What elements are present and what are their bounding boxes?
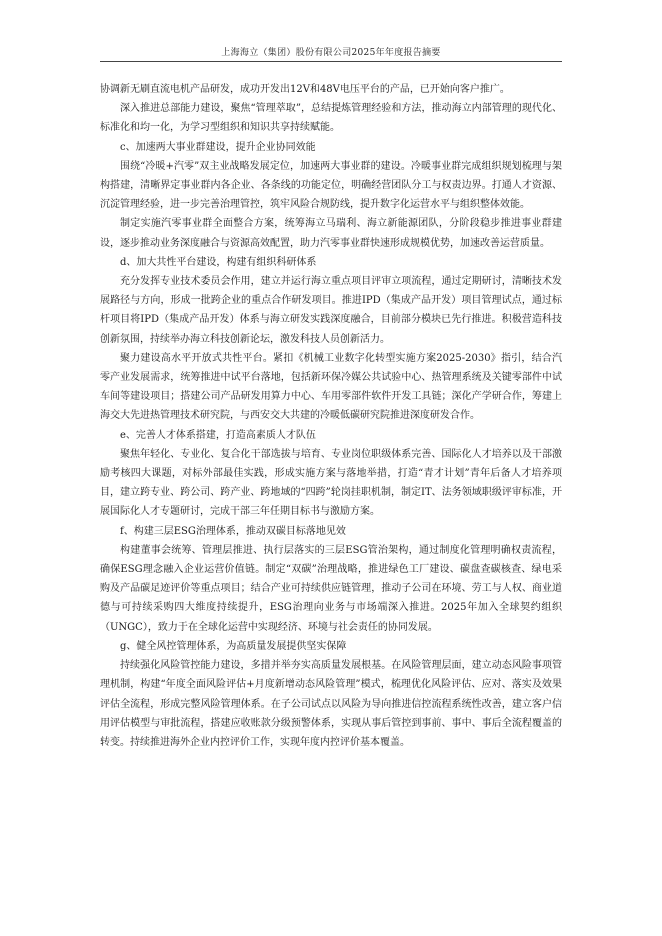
report-body — [100, 80, 562, 752]
paragraph-auto-parts-group: 制定实施汽零事业群全面整合方案，统筹海立马瑞利、海立新能源团队，分阶段稳步推进事业群建设，逐步推动业务深度融合与资源高效配置，助力汽零事业群快速形成规模优势，加速改善运营质量。 — [100, 218, 562, 249]
section-heading-c: c、加速两大事业群建设，提升企业协同效能 — [120, 141, 316, 153]
section-heading-f: f、构建三层ESG治理体系，推动双碳目标落地见效 — [120, 525, 346, 537]
section-heading-g: g、健全风控管理体系，为高质量发展提供坚实保障 — [120, 640, 347, 652]
paragraph-motor-development: 协调新无刷直流电机产品研发，成功开发出12V和48V电压平台的产品，已开始向客户推广。 — [100, 84, 510, 95]
paragraph-hq-capability: 深入推进总部能力建设，聚焦“管理萃取”，总结提炼管理经验和方法，推动海立内部管理的现代化、标准化和均一化，为学习型组织和知识共享持续赋能。 — [100, 103, 562, 134]
section-heading-e: e、完善人才体系搭建，打造高素质人才队伍 — [120, 429, 316, 441]
header-divider — [100, 61, 562, 62]
paragraph-cold-warm-group: 围绕“冷暖+汽零”双主业战略发展定位，加速两大事业群的建设。冷暖事业群完成组织规划梳理与架构搭建，清晰界定事业群内各企业、各条线的功能定位，明确经营团队分工与权责边界。打通人才资源、沉淀管理经验，进一步完善治理管控，筑牢风险合规防线，提升数字化运营水平与组织整体效能。 — [100, 160, 562, 211]
page-header: 上海海立（集团）股份有限公司2025年年度报告摘要 — [221, 48, 441, 58]
paragraph-ipd-research: 充分发挥专业技术委员会作用，建立并运行海立重点项目评审立项流程，通过定期研讨，清晰技术发展路径与方向，形成一批跨企业的重点合作研发项目。推进IPD（集成产品开发）项目管理试点，通过标杆项目将IPD（集成产品开发）体系与海立研发实践深度融合，目前部分模块已先行推进。积极营造科技创新氛围，持续举办海立科技创新论坛，激发科技人员创新活力。 — [100, 276, 562, 345]
section-heading-d: d、加大共性平台建设，构建有组织科研体系 — [120, 256, 317, 268]
paragraph-risk-control: 持续强化风险管控能力建设，多措并举夯实高质量发展根基。在风险管理层面，建立动态风险事项管理机制，构建“年度全面风险评估+月度新增动态风险管理”模式，梳理优化风险评估、应对、落实及效果评估全流程，形成完整风险管理体系。在子公司试点以风险为导向推进信控流程系统性改善，建立客户信用评估模型与审批流程，搭建应收账款分级预警体系，实现从事后管控到事前、事中、事后全流程覆盖的转变。持续推进海外企业内控评价工作，实现年度内控评价基本覆盖。 — [100, 660, 562, 748]
paragraph-esg-governance: 构建董事会统筹、管理层推进、执行层落实的三层ESG管治架构，通过制度化管理明确权责流程，确保ESG理念融入企业运营价值链。制定“双碳”治理战略，推进绿色工厂建设、碳盘查碳核查、绿电采购及产品碳足迹评价等重点项目；结合产业可持续供应链管理，推动子公司在环境、劳工与人权、商业道德与可持续采购四大维度持续提升，ESG治理向业务与市场端深入推进。2025年加入全球契约组织（UNGC），致力于在全球化运营中实现经济、环境与社会责任的协同发展。 — [100, 544, 562, 633]
paragraph-common-platform: 聚力建设高水平开放式共性平台。紧扣《机械工业数字化转型实施方案2025-2030》指引，结合汽零产业发展需求，统筹推进中试平台落地，包括新环保冷媒公共试验中心、热管理系统及关键零部件中试车间等建设项目；搭建公司产品研发用算力中心、车用零部件软件开发工具链；深化产学研合作，筹建上海交大先进热管理技术研究院，与西安交大共建的冷暖低碳研究院推进深度研发合作。 — [100, 352, 562, 422]
paragraph-talent-system: 聚焦年轻化、专业化、复合化干部选拔与培育、专业岗位职级体系完善、国际化人才培养以及干部激励考核四大课题，对标外部最佳实践，形成实施方案与落地举措，打造“青才计划”青年后备人才培养项目，建立跨专业、跨公司、跨产业、跨地域的“四跨”轮岗挂职机制，制定IT、法务领域职级评审标准，开展国际化人才专题研讨，完成干部三年任期目标书与激励方案。 — [100, 448, 562, 518]
